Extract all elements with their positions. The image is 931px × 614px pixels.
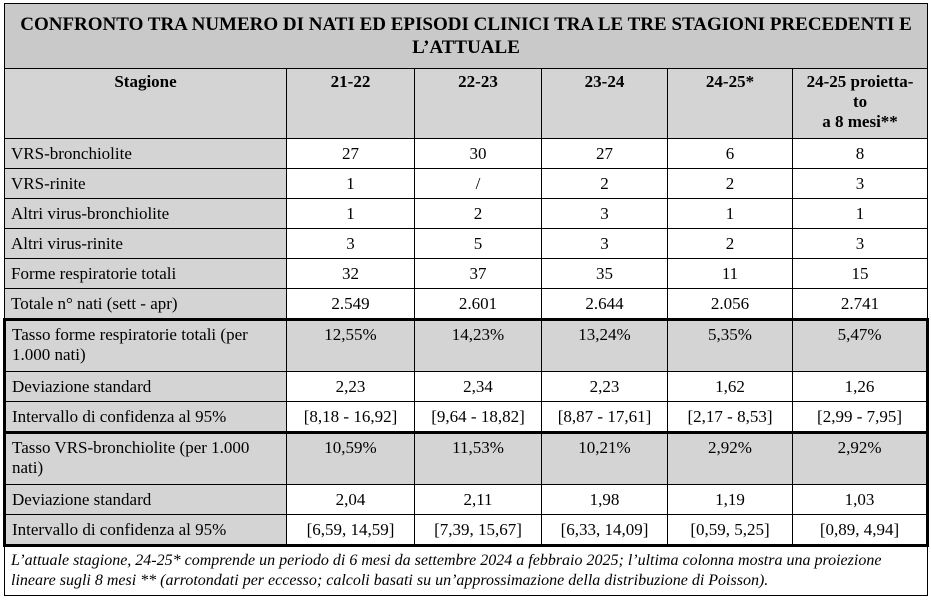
cell: 27	[542, 139, 668, 169]
cell: 1,03	[793, 485, 928, 515]
cell: 3	[793, 229, 928, 259]
cell: 11,53%	[415, 433, 542, 485]
cell: /	[415, 169, 542, 199]
table-row	[5, 199, 928, 229]
table-row	[5, 289, 928, 320]
cell: 2,92%	[668, 433, 793, 485]
cell: 3	[542, 229, 668, 259]
cell: 35	[542, 259, 668, 289]
cell: 1,19	[668, 485, 793, 515]
cell: 1	[287, 169, 415, 199]
cell: 13,24%	[542, 320, 668, 372]
cell: [0,89, 4,94]	[793, 515, 928, 546]
table-row	[5, 139, 928, 169]
cell: 5,47%	[793, 320, 928, 372]
cell: 11	[668, 259, 793, 289]
row-label: VRS-rinite	[5, 169, 287, 199]
cell: 14,23%	[415, 320, 542, 372]
cell: 1,98	[542, 485, 668, 515]
cell: 2,11	[415, 485, 542, 515]
table-row	[5, 515, 928, 546]
cell: 2,23	[287, 372, 415, 402]
row-label: Deviazione standard	[5, 485, 287, 515]
cell: 2.741	[793, 289, 928, 320]
table-row	[5, 402, 928, 433]
header-stagione: Stagione	[5, 69, 287, 139]
cell: 2	[668, 229, 793, 259]
cell: [8,18 - 16,92]	[287, 402, 415, 433]
table-row	[5, 320, 928, 372]
cell: [8,87 - 17,61]	[542, 402, 668, 433]
row-label: Altri virus-bronchiolite	[5, 199, 287, 229]
cell: [7,39, 15,67]	[415, 515, 542, 546]
cell: 27	[287, 139, 415, 169]
cell: 32	[287, 259, 415, 289]
cell: 15	[793, 259, 928, 289]
table-title: CONFRONTO TRA NUMERO DI NATI ED EPISODI CLINICI TRA LE TRE STAGIONI PRECEDENTI E L’ATTUALE	[5, 4, 928, 69]
cell: 1	[287, 199, 415, 229]
table-row	[5, 169, 928, 199]
cell: 30	[415, 139, 542, 169]
row-label: Totale n° nati (sett - apr)	[5, 289, 287, 320]
footnote: L’attuale stagione, 24-25* comprende un periodo di 6 mesi da settembre 2024 a febbraio 2025; l’ultima colonna mostra una proiezione lineare sugli 8 mesi ** (arrotondati per eccesso; calcoli basati su un’approssimazione della distribuzione di Poisson).	[5, 546, 928, 596]
cell: 3	[542, 199, 668, 229]
cell: 1,26	[793, 372, 928, 402]
cell: 8	[793, 139, 928, 169]
cell: 6	[668, 139, 793, 169]
cell: 3	[793, 169, 928, 199]
header-22-23: 22-23	[415, 69, 542, 139]
row-label: VRS-bronchiolite	[5, 139, 287, 169]
table-row	[5, 485, 928, 515]
cell: 10,59%	[287, 433, 415, 485]
header-line: a 8 mesi**	[822, 112, 898, 131]
cell: 10,21%	[542, 433, 668, 485]
cell: [6,59, 14,59]	[287, 515, 415, 546]
cell: [9,64 - 18,82]	[415, 402, 542, 433]
cell: 2,23	[542, 372, 668, 402]
header-line: to	[852, 92, 868, 111]
cell: 2,04	[287, 485, 415, 515]
cell: 2	[542, 169, 668, 199]
cell: 12,55%	[287, 320, 415, 372]
data-table	[3, 3, 929, 596]
row-label: Intervallo di confidenza al 95%	[5, 515, 287, 546]
header-21-22: 21-22	[287, 69, 415, 139]
cell: 1	[668, 199, 793, 229]
cell: 2	[668, 169, 793, 199]
cell: 2.549	[287, 289, 415, 320]
cell: 2	[415, 199, 542, 229]
cell: [2,99 - 7,95]	[793, 402, 928, 433]
cell: 5	[415, 229, 542, 259]
cell: 1	[793, 199, 928, 229]
header-row	[5, 69, 928, 139]
table-row	[5, 372, 928, 402]
cell: [2,17 - 8,53]	[668, 402, 793, 433]
header-line: 24-25 proietta-	[806, 72, 914, 91]
cell: 1,62	[668, 372, 793, 402]
header-24-25: 24-25*	[668, 69, 793, 139]
cell: 37	[415, 259, 542, 289]
row-label: Forme respiratorie totali	[5, 259, 287, 289]
cell: 5,35%	[668, 320, 793, 372]
row-label: Altri virus-rinite	[5, 229, 287, 259]
table-row	[5, 229, 928, 259]
row-label: Tasso forme respiratorie totali (per 1.000 nati)	[5, 320, 287, 372]
cell: 2,34	[415, 372, 542, 402]
row-label: Intervallo di confidenza al 95%	[5, 402, 287, 433]
header-23-24: 23-24	[542, 69, 668, 139]
row-label: Tasso VRS-bronchiolite (per 1.000 nati)	[5, 433, 287, 485]
table-row	[5, 259, 928, 289]
cell: [0,59, 5,25]	[668, 515, 793, 546]
cell: 2.601	[415, 289, 542, 320]
cell: 2.056	[668, 289, 793, 320]
cell: 3	[287, 229, 415, 259]
cell: 2,92%	[793, 433, 928, 485]
table-container	[3, 3, 926, 596]
table-row	[5, 433, 928, 485]
cell: [6,33, 14,09]	[542, 515, 668, 546]
cell: 2.644	[542, 289, 668, 320]
header-24-25-projected	[793, 69, 928, 139]
row-label: Deviazione standard	[5, 372, 287, 402]
